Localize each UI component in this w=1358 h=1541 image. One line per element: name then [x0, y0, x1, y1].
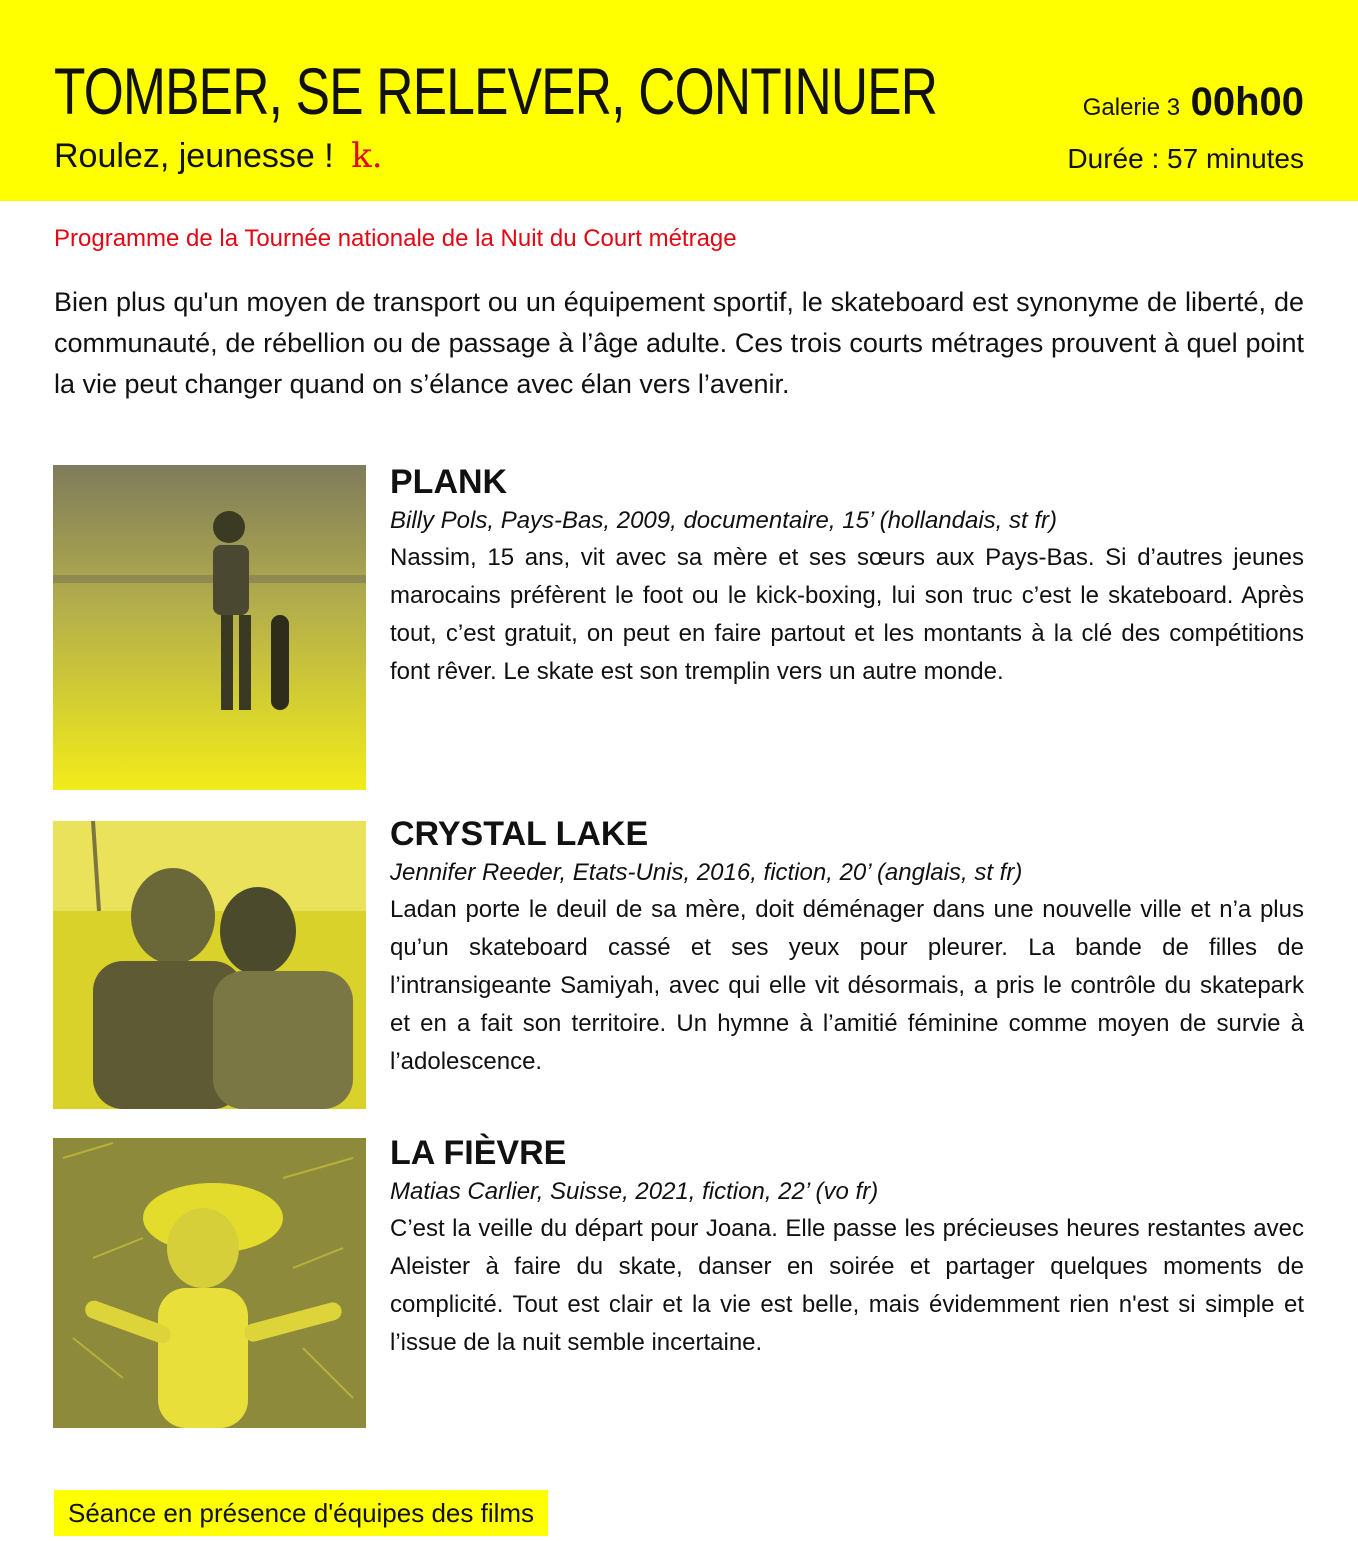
subtitle-text: Roulez, jeunesse !: [54, 137, 334, 175]
page-title: TOMBER, SE RELEVER, CONTINUER: [54, 54, 938, 128]
screening-time: 00h00: [1190, 80, 1304, 124]
film-credits: Jennifer Reeder, Etats-Unis, 2016, fiction, 20’ (anglais, st fr): [390, 859, 1023, 886]
film-synopsis: Nassim, 15 ans, vit avec sa mère et ses sœurs aux Pays-Bas. Si d’autres jeunes marocains préfèrent le foot ou le kick-boxing, lui son truc c’est le skateboard. Après tout, c’est gratuit, on peut en faire partout et les montants à la clé des compétitions font rêver. Le skate est son tremplin vers un autre monde.: [390, 544, 1304, 685]
friends-photo: [53, 821, 366, 1109]
film-synopsis: Ladan porte le deuil de sa mère, doit déménager dans une nouvelle ville et n’a plus qu’un skateboard cassé et ses yeux pour pleurer. La bande de filles de l’intransigeante Samiyah, avec qui elle vit désormais, a pris le contrôle du skatepark et en a fait son territoire. Un hymne à l’amitié féminine comme moyen de survie à l’adolescence.: [390, 896, 1304, 1075]
skater-photo: [53, 465, 366, 790]
k-logo: k.: [351, 136, 383, 176]
intro-paragraph: Bien plus qu'un moyen de transport ou un équipement sportif, le skateboard est synonyme de liberté, de communauté, de rébellion ou de passage à l’âge adulte. Ces trois courts métrages prouvent à quel point la vie peut changer quand on s’élance avec élan vers l’avenir.: [54, 287, 1304, 399]
program-label: Programme de la Tournée nationale de la Nuit du Court métrage: [54, 225, 737, 252]
screening-note-badge: Séance en présence d'équipes des films: [54, 1490, 548, 1536]
film-still-crystal-lake: [53, 821, 366, 1109]
film-title: PLANK: [390, 463, 508, 501]
lying-boy-photo: [53, 1138, 366, 1428]
venue-time: [1083, 80, 1304, 125]
film-title: CRYSTAL LAKE: [390, 815, 649, 853]
film-crystal-lake: [390, 813, 1304, 1081]
film-still-plank: [53, 465, 366, 790]
page-subtitle: [54, 136, 383, 176]
film-title: LA FIÈVRE: [390, 1134, 567, 1172]
venue-label: Galerie 3: [1082, 94, 1181, 121]
film-la-fievre: [390, 1132, 1304, 1362]
film-still-la-fievre: [53, 1138, 366, 1428]
film-credits: Billy Pols, Pays-Bas, 2009, documentaire, 15’ (hollandais, st fr): [390, 507, 1057, 534]
film-plank: [390, 461, 1304, 691]
duration-label: Durée : 57 minutes: [1067, 143, 1304, 174]
film-credits: Matias Carlier, Suisse, 2021, fiction, 22’ (vo fr): [390, 1178, 879, 1205]
film-synopsis: C’est la veille du départ pour Joana. Elle passe les précieuses heures restantes avec Aleister à faire du skate, danser en soirée et partager quelques moments de complicité. Tout est clair et la vie est belle, mais évidemment rien n'est si simple et l’issue de la nuit semble incertaine.: [390, 1215, 1304, 1356]
